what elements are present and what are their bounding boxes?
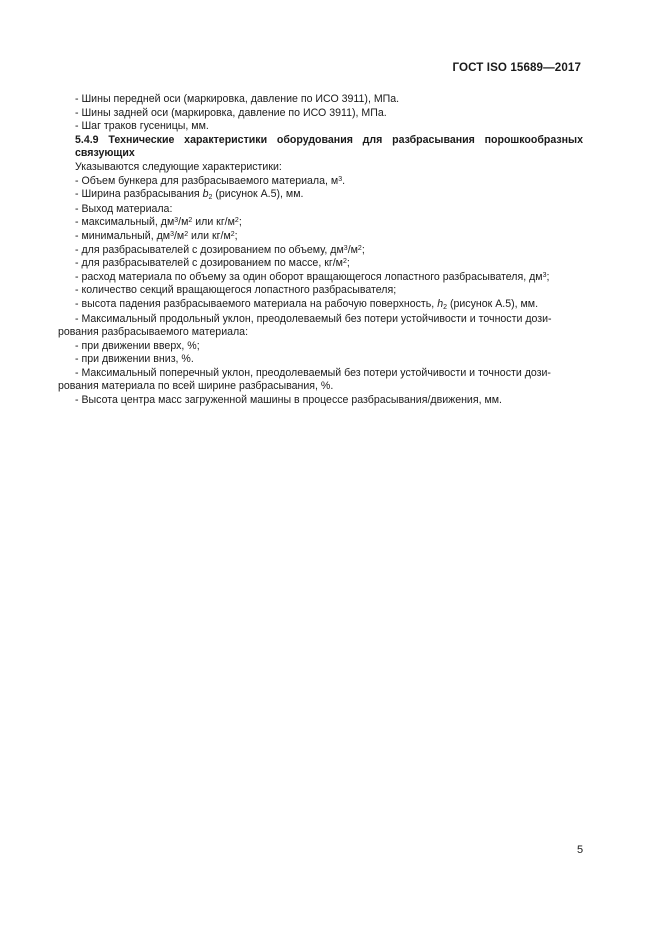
document-id-header: ГОСТ ISO 15689—2017: [452, 61, 581, 74]
list-item: - Шины передней оси (маркировка, давление по ИСО 3911), МПа.: [75, 93, 400, 105]
list-item-spread-width: - Ширина разбрасывания $b_2$ (рисунок А.5), мм.: [75, 188, 304, 202]
paragraph-longitudinal-slope: - Максимальный продольный уклон, преодолеваемый без потери устойчивости и точности дози- рования разбрасываемого материала:: [58, 312, 552, 339]
list-item-drop-height: - высота падения разбрасываемого материала на рабочую поверхность, $h_2$ (рисунок А.5), мм.: [75, 297, 539, 311]
list-item-downhill: - при движении вниз, %.: [75, 353, 194, 366]
section-title: Технические характеристики оборудования для разбрасывания порошкообразных связующих: [75, 133, 583, 160]
list-item-flow-per-rev: - расход материала по объему за один оборот вращающегося лопастного разбрасывателя, $дм^3$;: [75, 270, 550, 283]
page-number: 5: [577, 844, 584, 856]
list-item-output: - Выход материала:: [75, 202, 173, 215]
list-item: - Шаг траков гусеницы, мм.: [75, 120, 209, 133]
section-number: 5.4.9: [75, 133, 99, 146]
list-item-sections: - количество секций вращающегося лопастного разбрасывателя;: [75, 284, 397, 297]
list-item: - Шины задней оси (маркировка, давление по ИСО 3911), МПа.: [75, 106, 387, 119]
list-item-hopper-volume: - Объем бункера для разбрасываемого материала, $м^3$.: [75, 174, 346, 187]
list-item-max: - максимальный, $дм^3/м^2$ или $кг/м^2$;: [75, 216, 242, 229]
list-item-uphill: - при движении вверх, %;: [75, 339, 200, 352]
document-body: [58, 93, 583, 408]
intro-text: Указываются следующие характеристики:: [75, 160, 282, 173]
section-heading: [75, 134, 583, 161]
list-item-center-of-mass: - Высота центра масс загруженной машины в процессе разбрасывания/движения, мм.: [75, 394, 502, 407]
list-item-volume-dosing: - для разбрасывателей с дозированием по объему, $дм^3/м^2$;: [75, 243, 365, 256]
paragraph-transverse-slope: - Максимальный поперечный уклон, преодолеваемый без потери устойчивости и точности дози- рования материала по всей ширине разбрасывания, %.: [58, 366, 551, 393]
list-item-min: - минимальный, $дм^3/м^2$ или $кг/м^2$;: [75, 229, 238, 242]
list-item-mass-dosing: - для разбрасывателей с дозированием по массе, $кг/м^2$;: [75, 257, 350, 270]
